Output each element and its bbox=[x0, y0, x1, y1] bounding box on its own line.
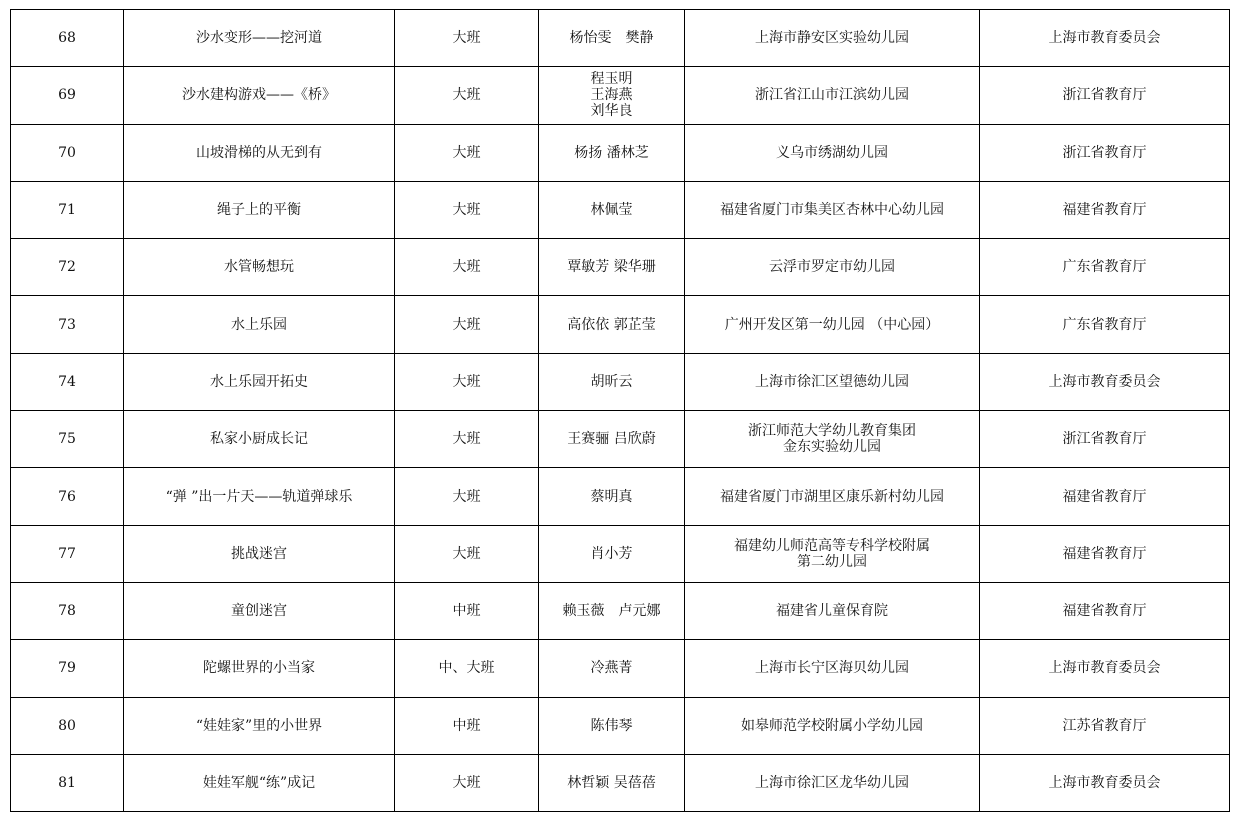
table-row bbox=[11, 353, 1230, 410]
authors-cell bbox=[539, 582, 685, 639]
department-cell: 浙江省教育厅 bbox=[980, 411, 1230, 468]
school-cell bbox=[685, 582, 980, 639]
authors-cell bbox=[539, 525, 685, 582]
table-row bbox=[11, 525, 1230, 582]
department-cell: 上海市教育委员会 bbox=[980, 754, 1230, 811]
grade-cell: 大班 bbox=[395, 754, 539, 811]
cell-line: 林哲颖 吴蓓蓓 bbox=[567, 775, 656, 791]
number-cell: 70 bbox=[11, 124, 124, 181]
authors-cell bbox=[539, 10, 685, 67]
cell-line: 刘华良 bbox=[590, 103, 633, 120]
authors-cell bbox=[539, 697, 685, 754]
number-cell: 72 bbox=[11, 239, 124, 296]
grade-cell: 大班 bbox=[395, 411, 539, 468]
department-cell: 上海市教育委员会 bbox=[980, 353, 1230, 410]
number-cell: 73 bbox=[11, 296, 124, 353]
cell-line: 云浮市罗定市幼儿园 bbox=[769, 259, 895, 276]
number-cell: 81 bbox=[11, 754, 124, 811]
school-cell bbox=[685, 754, 980, 811]
cell-line: 王海燕 bbox=[590, 87, 633, 104]
table-row bbox=[11, 754, 1230, 811]
cell-line: 浙江师范大学幼儿教育集团 bbox=[748, 423, 916, 440]
table-row bbox=[11, 67, 1230, 124]
department-cell: 江苏省教育厅 bbox=[980, 697, 1230, 754]
school-cell bbox=[685, 124, 980, 181]
grade-cell: 中班 bbox=[395, 697, 539, 754]
authors-cell bbox=[539, 181, 685, 238]
cell-line: 林佩莹 bbox=[590, 202, 633, 219]
authors-cell bbox=[539, 468, 685, 525]
title-cell: “娃娃家”里的小世界 bbox=[124, 697, 395, 754]
authors-cell bbox=[539, 67, 685, 124]
number-cell: 74 bbox=[11, 353, 124, 410]
authors-cell bbox=[539, 411, 685, 468]
number-cell: 68 bbox=[11, 10, 124, 67]
school-cell bbox=[685, 697, 980, 754]
title-cell: 水管畅想玩 bbox=[124, 239, 395, 296]
table-body bbox=[11, 10, 1230, 812]
authors-cell bbox=[539, 754, 685, 811]
cell-line: 杨扬 潘林芝 bbox=[574, 144, 649, 161]
grade-cell: 中班 bbox=[395, 582, 539, 639]
cell-line: 第二幼儿园 bbox=[797, 553, 867, 570]
cell-line: 浙江省江山市江滨幼儿园 bbox=[755, 87, 909, 104]
cell-line: 福建省儿童保育院 bbox=[776, 603, 888, 620]
title-cell: 私家小厨成长记 bbox=[124, 411, 395, 468]
table-row bbox=[11, 697, 1230, 754]
cell-line: 高依依 郭芷莹 bbox=[567, 316, 656, 333]
title-cell: 山坡滑梯的从无到有 bbox=[124, 124, 395, 181]
department-cell: 上海市教育委员会 bbox=[980, 640, 1230, 697]
number-cell: 77 bbox=[11, 525, 124, 582]
grade-cell: 大班 bbox=[395, 468, 539, 525]
title-cell: 水上乐园开拓史 bbox=[124, 353, 395, 410]
cell-line: 福建省厦门市湖里区康乐新村幼儿园 bbox=[720, 488, 944, 505]
title-cell: 水上乐园 bbox=[124, 296, 395, 353]
grade-cell: 大班 bbox=[395, 10, 539, 67]
number-cell: 76 bbox=[11, 468, 124, 525]
cell-line: 王赛骊 吕欣蔚 bbox=[567, 431, 656, 448]
number-cell: 78 bbox=[11, 582, 124, 639]
authors-cell bbox=[539, 124, 685, 181]
title-cell: 沙水建构游戏——《桥》 bbox=[124, 67, 395, 124]
school-cell bbox=[685, 468, 980, 525]
cell-line: 义乌市绣湖幼儿园 bbox=[776, 144, 888, 161]
department-cell: 上海市教育委员会 bbox=[980, 10, 1230, 67]
table-row bbox=[11, 640, 1230, 697]
school-cell bbox=[685, 67, 980, 124]
table-row bbox=[11, 296, 1230, 353]
department-cell: 广东省教育厅 bbox=[980, 239, 1230, 296]
table-row bbox=[11, 468, 1230, 525]
authors-cell bbox=[539, 239, 685, 296]
table-row bbox=[11, 10, 1230, 67]
cell-line: 福建幼儿师范高等专科学校附属 bbox=[734, 537, 930, 554]
grade-cell: 大班 bbox=[395, 239, 539, 296]
cell-line: 肖小芳 bbox=[590, 545, 633, 562]
cell-line: 陈伟琴 bbox=[590, 717, 633, 734]
grade-cell: 大班 bbox=[395, 124, 539, 181]
authors-cell bbox=[539, 353, 685, 410]
table-row bbox=[11, 411, 1230, 468]
number-cell: 79 bbox=[11, 640, 124, 697]
department-cell: 福建省教育厅 bbox=[980, 582, 1230, 639]
department-cell: 福建省教育厅 bbox=[980, 525, 1230, 582]
number-cell: 80 bbox=[11, 697, 124, 754]
cell-line: 金东实验幼儿园 bbox=[783, 439, 881, 456]
school-cell bbox=[685, 239, 980, 296]
number-cell: 69 bbox=[11, 67, 124, 124]
grade-cell: 中、大班 bbox=[395, 640, 539, 697]
cell-line: 杨怡雯 樊静 bbox=[569, 30, 654, 47]
awards-table bbox=[10, 9, 1230, 812]
cell-line: 上海市徐汇区望德幼儿园 bbox=[755, 373, 909, 390]
cell-line: 广州开发区第一幼儿园 （中心园） bbox=[724, 316, 940, 333]
table-row bbox=[11, 239, 1230, 296]
department-cell: 福建省教育厅 bbox=[980, 181, 1230, 238]
number-cell: 75 bbox=[11, 411, 124, 468]
school-cell bbox=[685, 525, 980, 582]
grade-cell: 大班 bbox=[395, 181, 539, 238]
cell-line: 福建省厦门市集美区杏林中心幼儿园 bbox=[720, 202, 944, 219]
title-cell: “弹 ”出一片天——轨道弹球乐 bbox=[124, 468, 395, 525]
department-cell: 福建省教育厅 bbox=[980, 468, 1230, 525]
cell-line: 程玉明 bbox=[590, 71, 633, 88]
school-cell bbox=[685, 296, 980, 353]
grade-cell: 大班 bbox=[395, 67, 539, 124]
authors-cell bbox=[539, 296, 685, 353]
school-cell bbox=[685, 640, 980, 697]
cell-line: 上海市徐汇区龙华幼儿园 bbox=[755, 775, 909, 791]
cell-line: 上海市长宁区海贝幼儿园 bbox=[755, 660, 909, 677]
cell-line: 冷燕菁 bbox=[590, 660, 633, 677]
cell-line: 赖玉薇 卢元娜 bbox=[562, 603, 661, 620]
grade-cell: 大班 bbox=[395, 296, 539, 353]
school-cell bbox=[685, 411, 980, 468]
table-row bbox=[11, 582, 1230, 639]
title-cell: 陀螺世界的小当家 bbox=[124, 640, 395, 697]
department-cell: 广东省教育厅 bbox=[980, 296, 1230, 353]
grade-cell: 大班 bbox=[395, 525, 539, 582]
grade-cell: 大班 bbox=[395, 353, 539, 410]
table-row bbox=[11, 181, 1230, 238]
table-row bbox=[11, 124, 1230, 181]
department-cell: 浙江省教育厅 bbox=[980, 124, 1230, 181]
cell-line: 如皋师范学校附属小学幼儿园 bbox=[741, 717, 923, 734]
cell-line: 覃敏芳 梁华珊 bbox=[567, 259, 656, 276]
cell-line: 胡昕云 bbox=[590, 373, 633, 390]
title-cell: 娃娃军舰“练”成记 bbox=[124, 754, 395, 811]
title-cell: 童创迷宫 bbox=[124, 582, 395, 639]
cell-line: 蔡明真 bbox=[590, 488, 633, 505]
school-cell bbox=[685, 181, 980, 238]
title-cell: 挑战迷宫 bbox=[124, 525, 395, 582]
authors-cell bbox=[539, 640, 685, 697]
title-cell: 绳子上的平衡 bbox=[124, 181, 395, 238]
department-cell: 浙江省教育厅 bbox=[980, 67, 1230, 124]
title-cell: 沙水变形——挖河道 bbox=[124, 10, 395, 67]
school-cell bbox=[685, 353, 980, 410]
number-cell: 71 bbox=[11, 181, 124, 238]
cell-line: 上海市静安区实验幼儿园 bbox=[755, 30, 909, 47]
school-cell bbox=[685, 10, 980, 67]
